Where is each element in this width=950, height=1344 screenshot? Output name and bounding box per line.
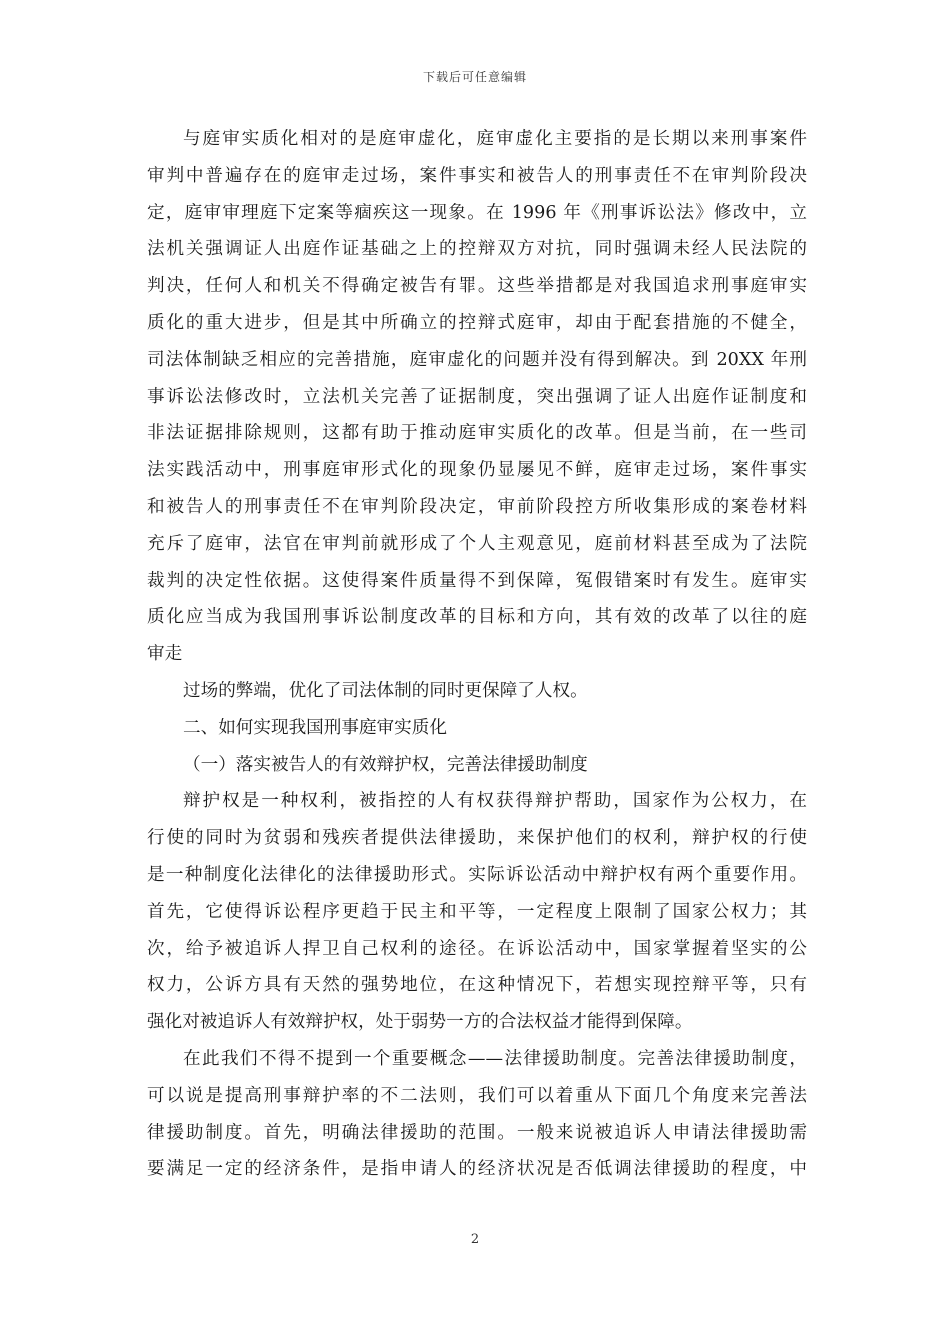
text-line: 强化对被追诉人有效辩护权，处于弱势一方的合法权益才能得到保障。 <box>147 1012 693 1033</box>
text-line: 法机关强调证人出庭作证基础之上的控辩双方对抗，同时强调未经人民法院的 <box>147 239 807 260</box>
text-line: 过场的弊端，优化了司法体制的同时更保障了人权。 <box>183 680 588 701</box>
text-line: 充斥了庭审，法官在审判前就形成了个人主观意见，庭前材料甚至成为了法院 <box>147 533 807 554</box>
text-line: 事诉讼法修改时，立法机关完善了证据制度，突出强调了证人出庭作证制度和 <box>147 386 807 407</box>
text-line: 质化的重大进步，但是其中所确立的控辩式庭审，却由于配套措施的不健全， <box>147 312 807 333</box>
text-line: 法实践活动中，刑事庭审形式化的现象仍显屡见不鲜，庭审走过场，案件事实 <box>147 460 807 481</box>
text-line: （一）落实被告人的有效辩护权，完善法律援助制度 <box>183 754 588 775</box>
text-line: 次，给予被追诉人捍卫自己权利的途径。在诉讼活动中，国家掌握着坚实的公 <box>147 938 807 959</box>
text-line: 裁判的决定性依据。这使得案件质量得不到保障，冤假错案时有发生。庭审实 <box>147 570 807 591</box>
text-line: 律援助制度。首先，明确法律援助的范围。一般来说被追诉人申请法律援助需 <box>147 1122 807 1143</box>
text-line: 行使的同时为贫弱和残疾者提供法律援助，来保护他们的权利，辩护权的行使 <box>147 828 807 849</box>
text-line: 和被告人的刑事责任不在审判阶段决定，审前阶段控方所收集形成的案卷材料 <box>147 496 807 517</box>
text-line: 是一种制度化法律化的法律援助形式。实际诉讼活动中辩护权有两个重要作用。 <box>147 864 807 885</box>
text-line: 与庭审实质化相对的是庭审虚化，庭审虚化主要指的是长期以来刑事案件 <box>183 129 807 149</box>
text-line: 在此我们不得不提到一个重要概念——法律援助制度。完善法律援助制度， <box>183 1048 807 1069</box>
text-line: 二、如何实现我国刑事庭审实质化 <box>183 717 447 738</box>
text-line: 要满足一定的经济条件，是指申请人的经济状况是否低调法律援助的程度，中 <box>147 1159 807 1180</box>
page-number: 2 <box>470 1232 480 1247</box>
text-line: 审走 <box>147 644 183 665</box>
document-body <box>147 121 807 1188</box>
text-line: 司法体制缺乏相应的完善措施，庭审虚化的问题并没有得到解决。到 20XX 年刑 <box>147 349 807 370</box>
text-line: 审判中普遍存在的庭审走过场，案件事实和被告人的刑事责任不在审判阶段决 <box>147 165 807 186</box>
text-line: 质化应当成为我国刑事诉讼制度改革的目标和方向，其有效的改革了以往的庭 <box>147 607 807 628</box>
text-line: 定，庭审审理庭下定案等痼疾这一现象。在 1996 年《刑事诉讼法》修改中，立 <box>147 202 807 223</box>
page-header: 下载后可任意编辑 <box>422 70 527 84</box>
text-line: 非法证据排除规则，这都有助于推动庭审实质化的改革。但是当前，在一些司 <box>147 423 807 444</box>
text-line: 权力，公诉方具有天然的强势地位，在这种情况下，若想实现控辩平等，只有 <box>147 975 807 996</box>
text-line: 判决，任何人和机关不得确定被告有罪。这些举措都是对我国追求刑事庭审实 <box>147 276 807 297</box>
text-line: 可以说是提高刑事辩护率的不二法则，我们可以着重从下面几个角度来完善法 <box>147 1085 807 1106</box>
text-line: 首先，它使得诉讼程序更趋于民主和平等，一定程度上限制了国家公权力；其 <box>147 901 807 922</box>
text-line: 辩护权是一种权利，被指控的人有权获得辩护帮助，国家作为公权力，在 <box>183 791 807 812</box>
